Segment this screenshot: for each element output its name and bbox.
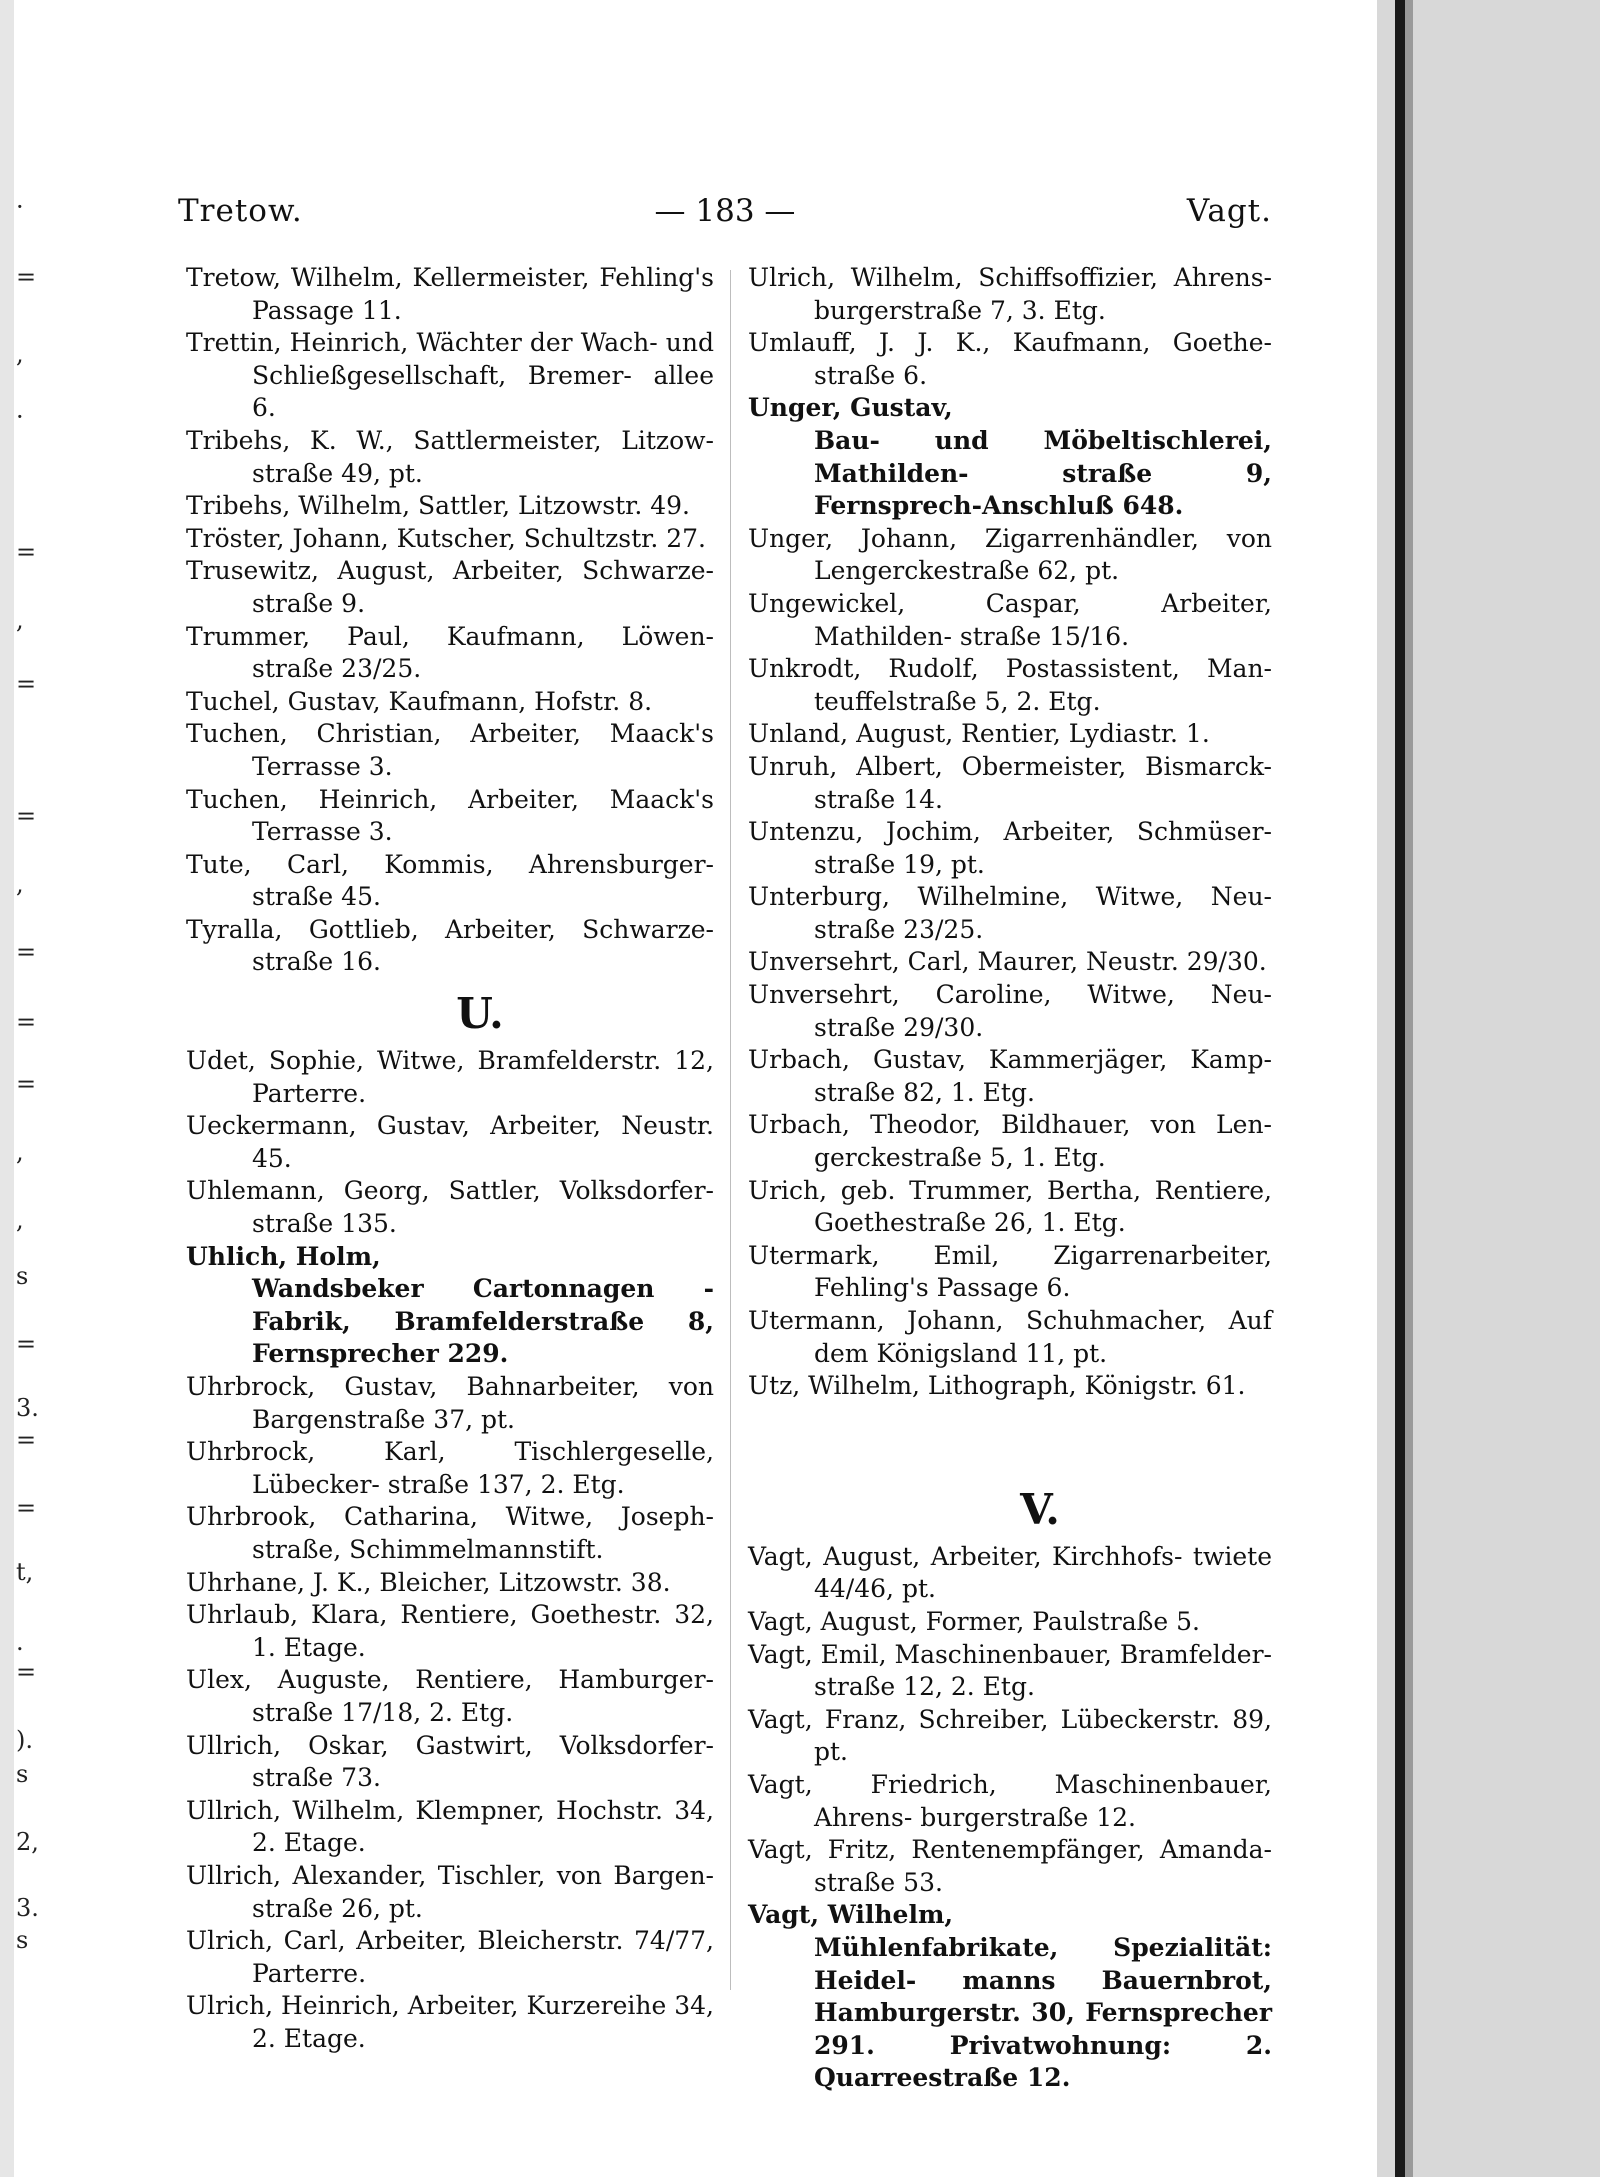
list-item: Tröster, Johann, Kutscher, Schultzstr. 27. — [186, 523, 706, 553]
list-item: Uhrbrock, Gustav, Bahnarbeiter, von Bargenstraße 37, pt. — [186, 1372, 714, 1434]
list-item: Vagt, Fritz, Rentenempfänger, Amanda- straße 53. — [748, 1835, 1272, 1897]
list-item: Umlauff, J. J. K., Kaufmann, Goethe- straße 6. — [748, 328, 1272, 390]
list-item: Untenzu, Jochim, Arbeiter, Schmüser- straße 19, pt. — [748, 817, 1272, 879]
list-item: Unger, Johann, Zigarrenhändler, von Lengerckestraße 62, pt. — [748, 523, 1272, 586]
list-item: Ullrich, Alexander, Tischler, von Bargen- straße 26, pt. — [186, 1860, 714, 1923]
list-item: Unterburg, Wilhelmine, Witwe, Neu- straße 23/25. — [748, 882, 1272, 944]
list-item: Udet, Sophie, Witwe, Bramfelderstr. 12, Parterre. — [186, 1046, 714, 1108]
advertised-entry-detail: Wandsbeker Cartonnagen - Fabrik, Bramfelderstraße 8, Fernsprecher 229. — [252, 1274, 714, 1369]
list-item: Urbach, Theodor, Bildhauer, von Len- gerckestraße 5, 1. Etg. — [748, 1110, 1272, 1173]
advertised-entry-detail: Bau- und Möbeltischlerei, Mathilden- straße 9, Fernsprech-Anschluß 648. — [814, 425, 1272, 521]
list-item: Tute, Carl, Kommis, Ahrensburger- straße 45. — [186, 849, 714, 912]
list-item: Vagt, Emil, Maschinenbauer, Bramfelder- straße 12, 2. Etg. — [748, 1639, 1272, 1702]
section-heading-v: V. — [1020, 1484, 1060, 1534]
advertised-entry — [748, 1899, 1272, 2095]
list-item: Vagt, August, Arbeiter, Kirchhofs- twiete 44/46, pt. — [748, 1541, 1272, 1604]
list-item: Ulex, Auguste, Rentiere, Hamburger- straße 17/18, 2. Etg. — [186, 1665, 714, 1727]
directory-page — [14, 0, 1377, 2177]
list-item: Trusewitz, August, Arbeiter, Schwarze- straße 9. — [186, 556, 714, 618]
section-spacer — [748, 1403, 1272, 1475]
list-item: Uhrbrook, Catharina, Witwe, Joseph- straße, Schimmelmannstift. — [186, 1502, 714, 1564]
list-item: Utz, Wilhelm, Lithograph, Königstr. 61. — [748, 1371, 1246, 1401]
list-item: Unversehrt, Caroline, Witwe, Neu- straße 29/30. — [748, 980, 1272, 1042]
list-item: Tuchel, Gustav, Kaufmann, Hofstr. 8. — [186, 686, 653, 716]
list-item: Tyralla, Gottlieb, Arbeiter, Schwarze- straße 16. — [186, 914, 714, 977]
list-item: Utermark, Emil, Zigarrenarbeiter, Fehling's Passage 6. — [748, 1240, 1272, 1303]
list-item: Tretow, Wilhelm, Kellermeister, Fehling's Passage 11. — [186, 263, 714, 325]
list-item: Ullrich, Oskar, Gastwirt, Volksdorfer- straße 73. — [186, 1730, 714, 1793]
list-item: Ulrich, Wilhelm, Schiffsoffizier, Ahrens- burgerstraße 7, 3. Etg. — [748, 263, 1272, 325]
list-item: Uhrhane, J. K., Bleicher, Litzowstr. 38. — [186, 1567, 671, 1597]
section-heading-u: U. — [456, 989, 504, 1039]
list-item: Vagt, August, Former, Paulstraße 5. — [748, 1606, 1200, 1636]
header-last-entry: Vagt. — [1186, 193, 1272, 229]
list-item: Uhlemann, Georg, Sattler, Volksdorfer- straße 135. — [186, 1176, 714, 1239]
header-first-entry: Tretow. — [178, 193, 303, 229]
list-item: Unruh, Albert, Obermeister, Bismarck- straße 14. — [748, 751, 1272, 814]
binding-shadow — [1395, 0, 1405, 2177]
advertised-entry-name: Unger, Gustav, — [748, 393, 953, 423]
list-item: Ulrich, Heinrich, Arbeiter, Kurzereihe 34, 2. Etage. — [186, 1991, 714, 2053]
right-column — [748, 262, 1272, 2095]
list-item: Trummer, Paul, Kaufmann, Löwen- straße 23/25. — [186, 621, 714, 684]
list-item: Unkrodt, Rudolf, Postassistent, Man- teuffelstraße 5, 2. Etg. — [748, 654, 1272, 716]
list-item: Tribehs, K. W., Sattlermeister, Litzow- straße 49, pt. — [186, 425, 714, 488]
list-item: Urich, geb. Trummer, Bertha, Rentiere, Goethestraße 26, 1. Etg. — [748, 1175, 1272, 1238]
list-item: Vagt, Franz, Schreiber, Lübeckerstr. 89, pt. — [748, 1704, 1272, 1767]
list-item: Ueckermann, Gustav, Arbeiter, Neustr. 45. — [186, 1111, 714, 1173]
list-item: Ungewickel, Caspar, Arbeiter, Mathilden- straße 15/16. — [748, 588, 1272, 651]
previous-page-edge: · = , · = , = = , = = = , , s = 3. = = t, . = ). s 2, 3. s — [16, 193, 39, 1954]
advertised-entry-name: Vagt, Wilhelm, — [748, 1900, 954, 1930]
scan-right-margin — [1377, 0, 1600, 2177]
list-item: Tuchen, Christian, Arbeiter, Maack's Terrasse 3. — [186, 719, 714, 781]
list-item: Tuchen, Heinrich, Arbeiter, Maack's Terrasse 3. — [186, 784, 714, 847]
list-item: Tribehs, Wilhelm, Sattler, Litzowstr. 49. — [186, 491, 690, 521]
list-item: Unversehrt, Carl, Maurer, Neustr. 29/30. — [748, 947, 1267, 977]
page-header — [178, 193, 1272, 237]
scan-left-margin — [0, 0, 14, 2177]
column-divider — [730, 270, 731, 1990]
advertised-entry — [186, 1241, 714, 1371]
advertised-entry-detail: Mühlenfabrikate, Spezialität: Heidel- manns Bauernbrot, Hamburgerstr. 30, Fernsprecher 291. Privatwohnung: 2. Quarreestraße 12. — [814, 1932, 1272, 2093]
binding-edge — [1405, 0, 1413, 2177]
list-item: Urbach, Gustav, Kammerjäger, Kamp- straße 82, 1. Etg. — [748, 1045, 1272, 1107]
advertised-entry-name: Uhlich, Holm, — [186, 1241, 381, 1271]
list-item: Uhrbrock, Karl, Tischlergeselle, Lübecker- straße 137, 2. Etg. — [186, 1437, 714, 1499]
list-item: Unland, August, Rentier, Lydiastr. 1. — [748, 719, 1210, 749]
list-item: Ulrich, Carl, Arbeiter, Bleicherstr. 74/77, Parterre. — [186, 1926, 714, 1988]
left-column — [186, 262, 714, 2055]
list-item: Ullrich, Wilhelm, Klempner, Hochstr. 34, 2. Etage. — [186, 1795, 714, 1858]
advertised-entry — [748, 392, 1272, 522]
list-item: Trettin, Heinrich, Wächter der Wach- und Schließgesellschaft, Bremer- allee 6. — [186, 328, 714, 423]
list-item: Vagt, Friedrich, Maschinenbauer, Ahrens- burgerstraße 12. — [748, 1769, 1272, 1832]
list-item: Uhrlaub, Klara, Rentiere, Goethestr. 32, 1. Etage. — [186, 1600, 714, 1662]
list-item: Utermann, Johann, Schuhmacher, Auf dem Königsland 11, pt. — [748, 1306, 1272, 1368]
page-number: — 183 — — [654, 193, 796, 229]
